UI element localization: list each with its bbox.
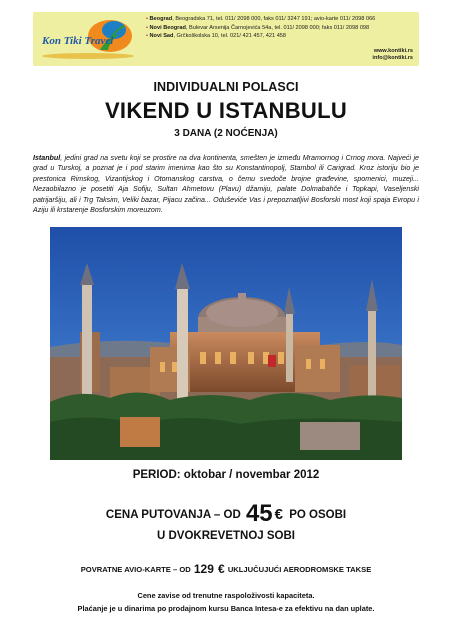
- contact-city: Novi Beograd: [149, 24, 186, 31]
- avio-prefix: POVRATNE AVIO-KARTE – OD: [80, 565, 191, 574]
- room-type: U DVOKREVETNOJ SOBI: [156, 530, 296, 542]
- offer-title: VIKEND U ISTANBULU: [104, 98, 348, 123]
- intro-lead: Istanbul: [33, 154, 61, 162]
- price-prefix: CENA PUTOVANJA – OD: [105, 509, 241, 521]
- email-link[interactable]: info@kontiki.rs: [372, 55, 413, 62]
- price-value: 45: [245, 500, 273, 527]
- note-availability: Cene zavise od trenutne raspoloživosti kapaciteta.: [137, 591, 315, 600]
- contact-line: [146, 32, 416, 41]
- avio-line: [0, 562, 452, 576]
- intro-paragraph: [33, 153, 419, 215]
- offer-duration: 3 DANA (2 NOĆENJA): [174, 128, 278, 139]
- price-suffix: PO OSOBI: [289, 509, 347, 521]
- offer-subtitle: INDIVIDUALNI POLASCI: [153, 80, 299, 94]
- currency-symbol: €: [274, 506, 283, 523]
- price-line: [0, 500, 452, 528]
- kon-tiki-logo: [38, 16, 142, 62]
- agency-header: [33, 12, 419, 66]
- travel-period: PERIOD: oktobar / novembar 2012: [132, 469, 320, 481]
- contact-city: Novi Sad: [149, 33, 174, 40]
- contact-line: [146, 15, 416, 24]
- avio-currency: €: [218, 562, 225, 576]
- contact-city: Beograd: [149, 16, 173, 22]
- bullet-icon: •: [146, 24, 150, 31]
- photo-illustration: [50, 227, 402, 460]
- bullet-icon: •: [146, 33, 150, 40]
- contact-text: , Bulevar Arsenija Čarnojevića 54a, tel. 011/ 2098 000; faks 011/ 2098 098: [185, 24, 370, 31]
- payment-notes: [0, 590, 452, 615]
- logo-graphic: [38, 16, 142, 62]
- note-payment: Plaćanje je u dinarima po prodajnom kursu Banca Intesa-e za efektivu na dan uplate.: [77, 603, 375, 613]
- web-contacts: [372, 48, 413, 63]
- website-link[interactable]: www.kontiki.rs: [373, 48, 413, 54]
- logo-wordmark: Kon Tiki Travel: [42, 35, 114, 47]
- contact-text: , Beogradska 71, tel. 011/ 2098 000, faks 011/ 3247 191; avio-karte 011/ 2098 066: [172, 16, 376, 22]
- intro-text: , jedini grad na svetu koji se prostire na dva kontinenta, smešten je između Mramornog i Crnog mora. Najveći je grad u Turskoj, a poznat je i pod starim imenima kao što su Konstantinopolj, Stambol ili Carigrad. Kroz istoriju bio je prestonica Rimskog, Vizantijskog i Otomanskog carstva, o čemu svedoče brojne građevine, spomenici, muzeji... Nezaobilazno je posetiti Aja Sofiju, Sultan Ahmetovu (Plavu) džamiju, palate Dolmabahče i Topkapi, Vaseljenski patrijaršiju, ali i Trg Taksim, Veliki bazar, Pijacu začina... Oduševiće Vas i prepoznatljivi Bosforski most koji spaja Evropu i Aziju ili krstarenje Bosforskim moreuzom.: [33, 154, 419, 215]
- avio-suffix: UKLJUČUJUĆI AERODROMSKE TAKSE: [227, 565, 372, 574]
- contact-list: [146, 15, 416, 41]
- contact-text: , Grčkoškolska 10, tel. 021/ 421 457, 421 458: [173, 33, 287, 40]
- contact-line: [146, 24, 416, 33]
- bullet-icon: •: [146, 16, 150, 22]
- avio-value: 129: [193, 562, 214, 576]
- hagia-sophia-photo: [50, 227, 402, 460]
